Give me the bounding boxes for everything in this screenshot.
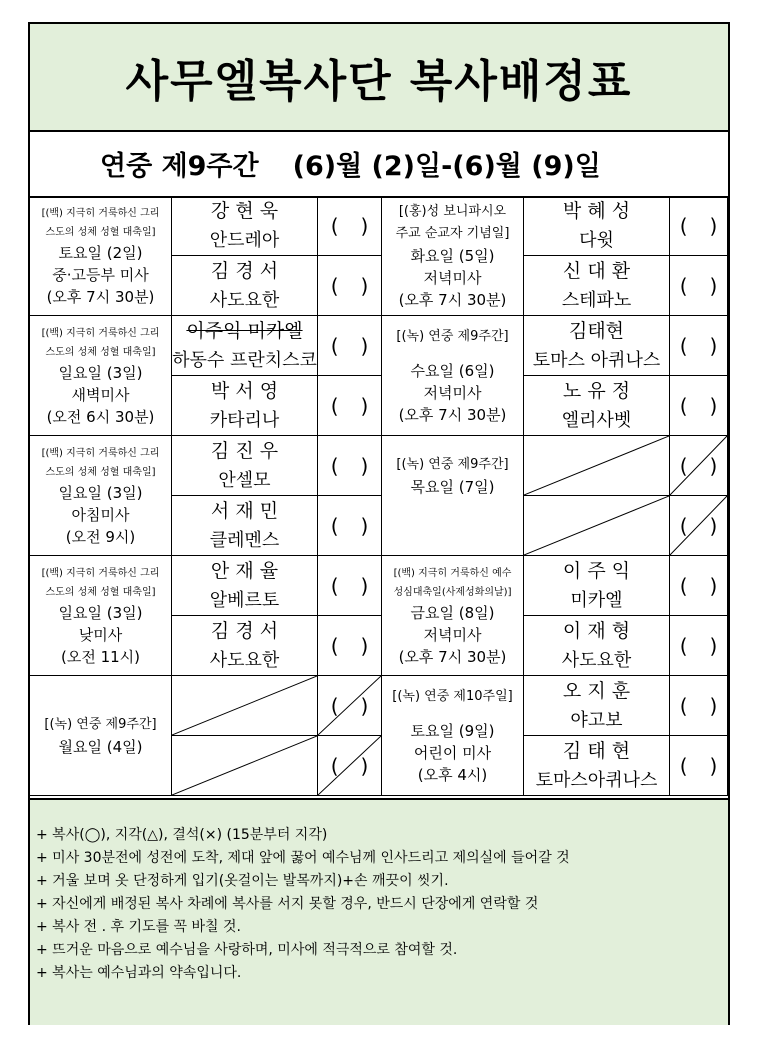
note-item: + 뜨거운 마음으로 예수님을 사랑하며, 미사에 적극적으로 참여할 것. <box>36 942 458 958</box>
paren-open: ( <box>330 693 339 718</box>
paren-open: ( <box>679 213 688 238</box>
mass-info-cell <box>382 316 524 436</box>
day-label: 토요일 (2일) <box>58 243 143 262</box>
paren-open: ( <box>330 633 339 658</box>
feast-label: [(녹) 연중 제9주간] <box>44 716 157 732</box>
feast-label: 스도의 성체 성혈 대축일] <box>45 466 156 478</box>
paren-open: ( <box>330 393 339 418</box>
feast-label: 스도의 성체 성혈 대축일] <box>45 346 156 358</box>
mass-time: (오후 7시 30분) <box>398 405 507 424</box>
paren-close: ) <box>360 393 369 418</box>
paren-open: ( <box>330 273 339 298</box>
empty-server-slot <box>172 676 318 736</box>
paren-close: ) <box>360 513 369 538</box>
week-range: (6)월 (2)일-(6)월 (9)일 <box>292 150 601 182</box>
page-title: 사무엘복사단 복사배정표 <box>30 24 728 132</box>
schedule-frame <box>28 22 730 1025</box>
baptismal-name: 토마스 아퀴나스 <box>532 349 661 371</box>
day-label: 화요일 (5일) <box>410 246 495 265</box>
slash-mark <box>670 436 727 495</box>
mass-time: (오전 9시) <box>65 527 136 546</box>
server-name: 오 지 훈 <box>562 679 631 702</box>
slash-mark <box>670 496 727 555</box>
mass-info-cell <box>30 676 172 796</box>
feast-label: [(녹) 연중 제9주간] <box>396 456 509 472</box>
mass-time: (오후 7시 30분) <box>398 290 507 309</box>
feast-label: [(백) 지극히 거룩하신 예수 <box>393 567 512 579</box>
attendance-mark-box[interactable] <box>670 436 728 496</box>
baptismal-name: 스테파노 <box>561 289 632 311</box>
day-label: 일요일 (3일) <box>58 483 143 502</box>
paren-close: ) <box>709 333 718 358</box>
feast-label: [(백) 지극히 거룩하신 그리 <box>41 327 160 339</box>
paren-open: ( <box>679 513 688 538</box>
server-name: 박 서 영 <box>210 379 279 402</box>
feast-label: 스도의 성체 성혈 대축일] <box>45 226 156 238</box>
server-name: 김 경 서 <box>210 259 279 282</box>
mass-label: 낮미사 <box>78 625 123 644</box>
baptismal-name: 알베르토 <box>209 589 280 611</box>
attendance-mark-box[interactable] <box>670 316 728 376</box>
mass-label: 새벽미사 <box>71 385 130 404</box>
paren-close: ) <box>360 333 369 358</box>
attendance-mark-box[interactable] <box>670 496 728 556</box>
paren-open: ( <box>330 333 339 358</box>
paren-open: ( <box>679 453 688 478</box>
paren-close: ) <box>360 693 369 718</box>
server-slot <box>524 616 670 676</box>
server-name: 안 재 율 <box>210 559 279 582</box>
feast-label: [(녹) 연중 제9주간] <box>396 328 509 344</box>
mass-label: 저녁미사 <box>423 383 482 402</box>
server-name: 서 재 민 <box>210 499 279 522</box>
server-slot <box>172 376 318 436</box>
paren-close: ) <box>709 693 718 718</box>
paren-close: ) <box>709 633 718 658</box>
day-label: 일요일 (3일) <box>58 603 143 622</box>
week-header <box>30 130 728 198</box>
paren-close: ) <box>709 273 718 298</box>
paren-close: ) <box>360 573 369 598</box>
server-slot <box>524 376 670 436</box>
paren-open: ( <box>679 573 688 598</box>
feast-label: 주교 순교자 기념일] <box>395 225 510 241</box>
paren-close: ) <box>360 753 369 778</box>
mass-info-cell <box>30 316 172 436</box>
mass-info-cell <box>30 436 172 556</box>
paren-open: ( <box>679 333 688 358</box>
feast-label: [(녹) 연중 제10주일] <box>392 688 513 704</box>
schedule-grid <box>30 196 728 796</box>
server-name: 김 경 서 <box>210 619 279 642</box>
baptismal-name: 클레멘스 <box>209 529 280 551</box>
empty-server-slot <box>172 736 318 796</box>
paren-close: ) <box>709 453 718 478</box>
baptismal-name: 미카엘 <box>570 589 623 611</box>
server-name: 김태현 <box>568 319 625 342</box>
empty-server-slot <box>524 496 670 556</box>
slash-mark <box>318 676 381 735</box>
server-name: 박 혜 성 <box>562 199 631 222</box>
server-slot <box>524 316 670 376</box>
server-slot <box>172 196 318 256</box>
server-name: 강 현 욱 <box>210 199 279 222</box>
day-label: 월요일 (4일) <box>58 737 143 756</box>
server-slot <box>524 676 670 736</box>
note-item: + 복사 전 . 후 기도를 꼭 바칠 것. <box>36 919 241 935</box>
feast-label: 스도의 성체 성혈 대축일] <box>45 586 156 598</box>
attendance-mark-box[interactable] <box>318 496 382 556</box>
attendance-mark-box[interactable] <box>670 616 728 676</box>
attendance-mark-box[interactable] <box>670 736 728 796</box>
server-name: 이주익 미카엘 <box>186 319 303 342</box>
server-slot <box>172 256 318 316</box>
mass-info-cell <box>30 196 172 316</box>
mass-label: 아침미사 <box>71 505 130 524</box>
server-name: 노 유 정 <box>562 379 631 402</box>
server-slot <box>172 496 318 556</box>
baptismal-name: 다윗 <box>579 229 614 251</box>
attendance-mark-box[interactable] <box>318 616 382 676</box>
note-item: + 복사(◯), 지각(△), 결석(×) (15분부터 지각) <box>36 827 328 843</box>
baptismal-name: 엘리사벳 <box>561 409 632 431</box>
paren-close: ) <box>360 633 369 658</box>
attendance-mark-box[interactable] <box>670 556 728 616</box>
notes-section <box>30 798 728 1025</box>
mass-label: 중·고등부 미사 <box>52 265 149 284</box>
server-slot <box>172 616 318 676</box>
server-slot <box>524 736 670 796</box>
mass-time: (오후 7시 30분) <box>398 647 507 666</box>
baptismal-name: 안셀모 <box>218 469 271 491</box>
server-slot <box>524 256 670 316</box>
attendance-mark-box[interactable] <box>318 196 382 256</box>
slash-mark <box>172 676 317 735</box>
baptismal-name: 카타리나 <box>209 409 280 431</box>
attendance-mark-box[interactable] <box>670 196 728 256</box>
baptismal-name: 하동수 프란치스코 <box>172 349 317 371</box>
attendance-mark-box[interactable] <box>318 736 382 796</box>
paren-open: ( <box>679 273 688 298</box>
attendance-mark-box[interactable] <box>670 676 728 736</box>
baptismal-name: 야고보 <box>570 709 623 731</box>
day-label: 토요일 (9일) <box>410 721 495 740</box>
baptismal-name: 안드레아 <box>209 229 280 251</box>
attendance-mark-box[interactable] <box>318 376 382 436</box>
mass-label: 저녁미사 <box>423 268 482 287</box>
empty-server-slot <box>524 436 670 496</box>
mass-label: 저녁미사 <box>423 625 482 644</box>
week-label: 연중 제9주간 <box>100 150 259 182</box>
paren-open: ( <box>330 513 339 538</box>
note-item: + 거울 보며 옷 단정하게 입기(옷걸이는 발목까지)+손 깨끗이 씻기. <box>36 873 449 889</box>
mass-time: (오전 6시 30분) <box>46 407 155 426</box>
note-item: + 복사는 예수님과의 약속입니다. <box>36 965 242 981</box>
slash-mark <box>318 736 381 795</box>
server-slot <box>524 196 670 256</box>
feast-label: [(백) 지극히 거룩하신 그리 <box>41 207 160 219</box>
paren-open: ( <box>679 633 688 658</box>
day-label: 금요일 (8일) <box>410 603 495 622</box>
paren-open: ( <box>330 213 339 238</box>
mass-time: (오전 11시) <box>60 647 141 666</box>
paren-close: ) <box>709 513 718 538</box>
attendance-mark-box[interactable] <box>318 556 382 616</box>
server-slot <box>172 556 318 616</box>
baptismal-name: 사도요한 <box>209 649 280 671</box>
note-item: + 미사 30분전에 성전에 도착, 제대 앞에 꿇어 예수님께 인사드리고 제의실에 들어갈 것 <box>36 850 570 866</box>
feast-label: 성심대축일(사제성화의날)] <box>393 586 512 598</box>
baptismal-name: 사도요한 <box>209 289 280 311</box>
mass-info-cell <box>382 556 524 676</box>
note-item: + 자신에게 배정된 복사 차례에 복사를 서지 못할 경우, 반드시 단장에게 연락할 것 <box>36 896 539 912</box>
paren-open: ( <box>679 393 688 418</box>
day-label: 일요일 (3일) <box>58 363 143 382</box>
attendance-mark-box[interactable] <box>318 316 382 376</box>
server-slot <box>172 316 318 376</box>
feast-label: [(백) 지극히 거룩하신 그리 <box>41 447 160 459</box>
slash-mark <box>524 436 669 495</box>
server-name: 이 재 형 <box>562 619 631 642</box>
attendance-mark-box[interactable] <box>318 676 382 736</box>
paren-close: ) <box>709 573 718 598</box>
server-name: 이 주 익 <box>562 559 631 582</box>
mass-time: (오후 4시) <box>417 765 488 784</box>
baptismal-name: 사도요한 <box>561 649 632 671</box>
mass-time: (오후 7시 30분) <box>46 287 155 306</box>
paren-open: ( <box>330 753 339 778</box>
baptismal-name: 토마스아퀴나스 <box>535 769 658 791</box>
mass-info-cell <box>382 676 524 796</box>
mass-label: 어린이 미사 <box>413 743 492 762</box>
attendance-mark-box[interactable] <box>318 436 382 496</box>
server-name: 김 태 현 <box>562 739 631 762</box>
day-label: 목요일 (7일) <box>410 477 495 496</box>
paren-open: ( <box>330 453 339 478</box>
paren-close: ) <box>709 213 718 238</box>
attendance-mark-box[interactable] <box>670 256 728 316</box>
mass-info-cell <box>382 436 524 556</box>
paren-close: ) <box>709 753 718 778</box>
paren-open: ( <box>679 693 688 718</box>
mass-info-cell <box>30 556 172 676</box>
server-slot <box>524 556 670 616</box>
server-slot <box>172 436 318 496</box>
server-name: 신 대 환 <box>562 259 631 282</box>
attendance-mark-box[interactable] <box>670 376 728 436</box>
slash-mark <box>172 736 317 795</box>
server-name: 김 진 우 <box>210 439 279 462</box>
paren-close: ) <box>709 393 718 418</box>
paren-close: ) <box>360 273 369 298</box>
paren-open: ( <box>330 573 339 598</box>
attendance-mark-box[interactable] <box>318 256 382 316</box>
feast-label: [(백) 지극히 거룩하신 그리 <box>41 567 160 579</box>
paren-close: ) <box>360 453 369 478</box>
mass-info-cell <box>382 196 524 316</box>
day-label: 수요일 (6일) <box>410 361 495 380</box>
paren-close: ) <box>360 213 369 238</box>
paren-open: ( <box>679 753 688 778</box>
feast-label: [(홍)성 보니파시오 <box>398 203 507 219</box>
notes-list <box>30 800 728 985</box>
slash-mark <box>524 496 669 555</box>
